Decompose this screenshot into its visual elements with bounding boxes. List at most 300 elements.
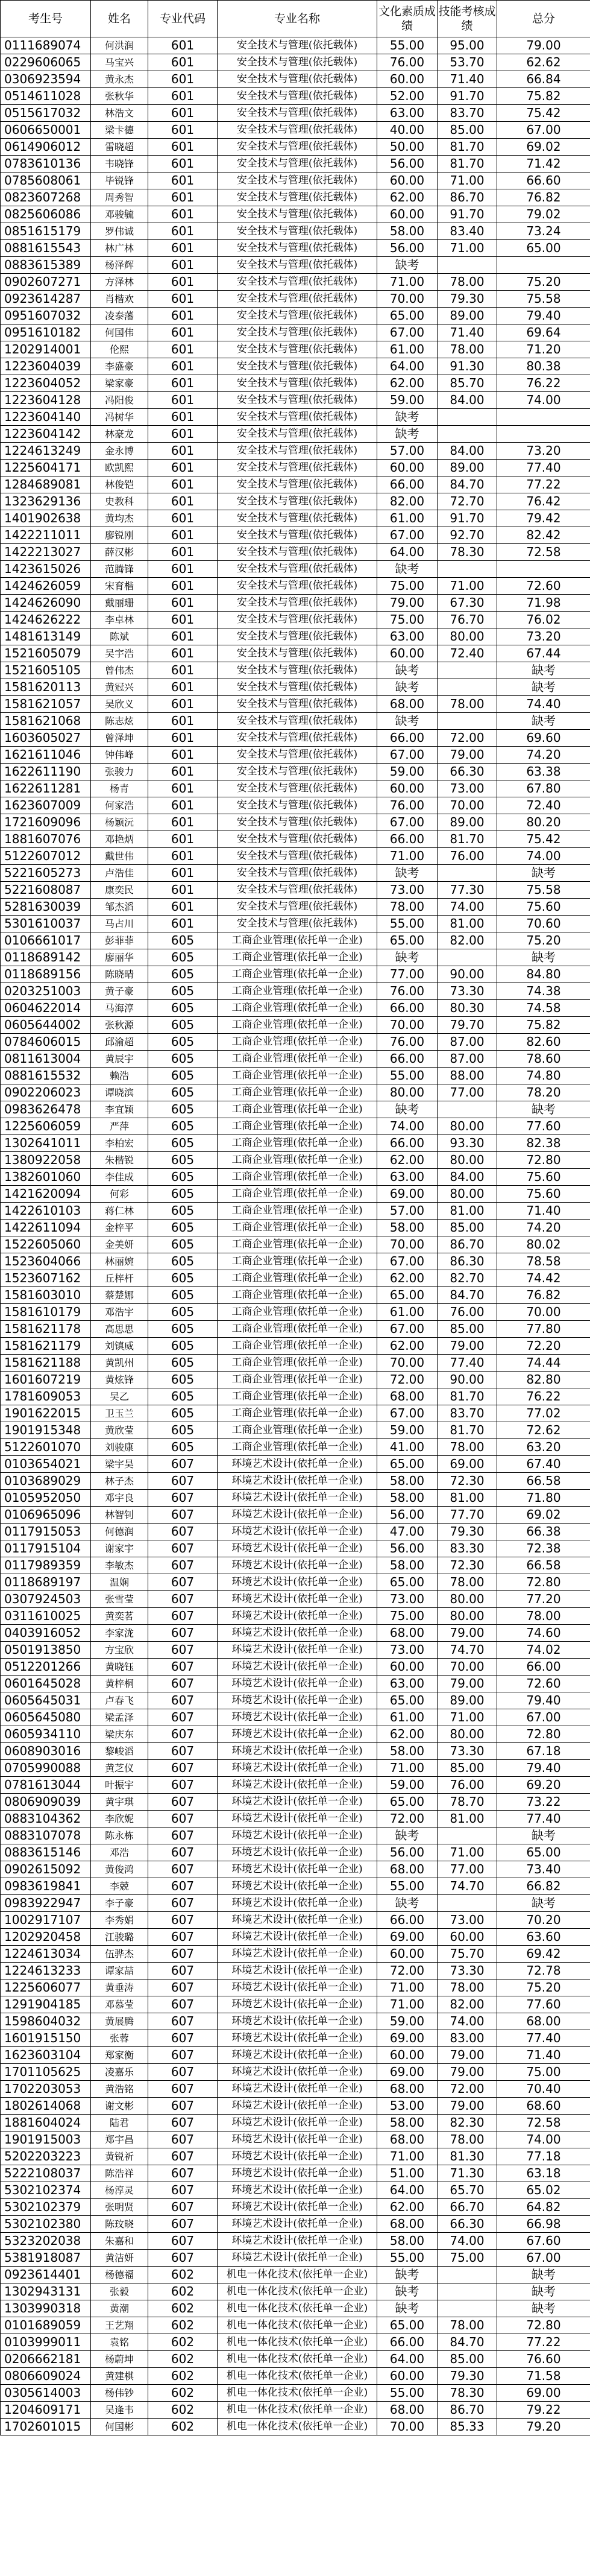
- culture-score-cell: 80.00: [377, 1084, 438, 1101]
- skill-score-cell: [438, 2283, 497, 2300]
- major-name-cell: 安全技术与管理(依托载体): [218, 291, 377, 308]
- total-score-cell: 77.60: [497, 1996, 590, 2013]
- exam-id-cell: 1225606077: [1, 1979, 91, 1996]
- major-code-cell: 605: [148, 1101, 218, 1118]
- name-cell: 梁宇昊: [91, 1456, 148, 1473]
- name-cell: 卫玉兰: [91, 1405, 148, 1422]
- table-row: [1, 2216, 590, 2233]
- major-code-cell: 601: [148, 257, 218, 274]
- total-score-cell: 72.58: [497, 544, 590, 561]
- name-cell: 毕锐锋: [91, 172, 148, 189]
- name-cell: 黄冠兴: [91, 679, 148, 696]
- culture-score-cell: 74.00: [377, 1118, 438, 1135]
- total-score-cell: 69.60: [497, 730, 590, 747]
- major-code-cell: 601: [148, 240, 218, 257]
- skill-score-cell: 79.00: [438, 747, 497, 764]
- major-name-cell: 环境艺术设计(依托单一企业): [218, 1929, 377, 1946]
- name-cell: 何国伟: [91, 324, 148, 341]
- culture-score-cell: 68.00: [377, 1861, 438, 1878]
- culture-score-cell: 75.00: [377, 578, 438, 595]
- major-name-cell: 环境艺术设计(依托单一企业): [218, 1743, 377, 1760]
- major-name-cell: 安全技术与管理(依托载体): [218, 223, 377, 240]
- table-row: [1, 1169, 590, 1186]
- name-cell: 朱嘉和: [91, 2233, 148, 2250]
- name-cell: 张毅: [91, 2283, 148, 2300]
- name-cell: 何德润: [91, 1524, 148, 1540]
- skill-score-cell: 66.30: [438, 2216, 497, 2233]
- major-name-cell: 安全技术与管理(依托载体): [218, 324, 377, 341]
- total-score-cell: 72.38: [497, 1540, 590, 1557]
- major-code-cell: 602: [148, 2368, 218, 2385]
- skill-score-cell: 85.00: [438, 1321, 497, 1338]
- skill-score-cell: 80.00: [438, 1152, 497, 1169]
- major-name-cell: 环境艺术设计(依托单一企业): [218, 1895, 377, 1912]
- skill-score-cell: 81.00: [438, 916, 497, 932]
- exam-id-cell: 1603605027: [1, 730, 91, 747]
- major-name-cell: 工商企业管理(依托单一企业): [218, 1439, 377, 1456]
- exam-id-cell: 0514611028: [1, 88, 91, 105]
- name-cell: 黄晓钰: [91, 1659, 148, 1676]
- culture-score-cell: 65.00: [377, 1456, 438, 1473]
- total-score-cell: 77.40: [497, 460, 590, 476]
- exam-id-cell: 0101689059: [1, 2317, 91, 2334]
- name-cell: 邱渝超: [91, 1034, 148, 1051]
- name-cell: 方泽林: [91, 274, 148, 291]
- major-name-cell: 环境艺术设计(依托单一企业): [218, 1979, 377, 1996]
- exam-id-cell: 1202914001: [1, 341, 91, 358]
- culture-score-cell: 40.00: [377, 122, 438, 139]
- major-name-cell: 工商企业管理(依托单一企业): [218, 1152, 377, 1169]
- culture-score-cell: 58.00: [377, 1557, 438, 1574]
- culture-score-cell: 73.00: [377, 1642, 438, 1659]
- table-row: [1, 916, 590, 932]
- total-score-cell: 77.20: [497, 1591, 590, 1608]
- exam-id-cell: 1481613149: [1, 628, 91, 645]
- culture-score-cell: 57.00: [377, 1203, 438, 1220]
- name-cell: 何彩: [91, 1186, 148, 1203]
- major-name-cell: 工商企业管理(依托单一企业): [218, 1169, 377, 1186]
- major-name-cell: 环境艺术设计(依托单一企业): [218, 1557, 377, 1574]
- total-score-cell: 75.82: [497, 88, 590, 105]
- total-score-cell: 75.58: [497, 291, 590, 308]
- table-row: [1, 2165, 590, 2182]
- major-name-cell: 安全技术与管理(依托载体): [218, 831, 377, 848]
- total-score-cell: 72.20: [497, 1338, 590, 1355]
- total-score-cell: 75.42: [497, 831, 590, 848]
- major-code-cell: 605: [148, 1135, 218, 1152]
- culture-score-cell: 63.00: [377, 1676, 438, 1692]
- exam-id-cell: 1523604066: [1, 1253, 91, 1270]
- culture-score-cell: 67.00: [377, 1321, 438, 1338]
- table-row: [1, 1439, 590, 1456]
- major-name-cell: 安全技术与管理(依托载体): [218, 139, 377, 156]
- skill-score-cell: 71.00: [438, 578, 497, 595]
- exam-id-cell: 5302102380: [1, 2216, 91, 2233]
- name-cell: 凌嘉乐: [91, 2064, 148, 2081]
- major-code-cell: 607: [148, 1895, 218, 1912]
- total-score-cell: 68.60: [497, 2098, 590, 2115]
- total-score-cell: 77.22: [497, 2334, 590, 2351]
- culture-score-cell: 65.00: [377, 1794, 438, 1811]
- major-code-cell: 601: [148, 628, 218, 645]
- major-name-cell: 环境艺术设计(依托单一企业): [218, 1912, 377, 1929]
- skill-score-cell: 76.00: [438, 1304, 497, 1321]
- major-name-cell: 环境艺术设计(依托单一企业): [218, 1574, 377, 1591]
- name-cell: 高思思: [91, 1321, 148, 1338]
- skill-score-cell: 79.00: [438, 2064, 497, 2081]
- table-row: [1, 747, 590, 764]
- major-code-cell: 607: [148, 2013, 218, 2030]
- skill-score-cell: 73.30: [438, 983, 497, 1000]
- total-score-cell: 76.22: [497, 1388, 590, 1405]
- skill-score-cell: 77.00: [438, 1084, 497, 1101]
- skill-score-cell: 78.00: [438, 2131, 497, 2148]
- exam-id-cell: 0203251003: [1, 983, 91, 1000]
- culture-score-cell: 59.00: [377, 1777, 438, 1794]
- major-name-cell: 安全技术与管理(依托载体): [218, 308, 377, 324]
- major-code-cell: 605: [148, 1321, 218, 1338]
- name-cell: 黄展腾: [91, 2013, 148, 2030]
- skill-score-cell: [438, 1101, 497, 1118]
- name-cell: 何洪润: [91, 37, 148, 54]
- culture-score-cell: 55.00: [377, 1068, 438, 1084]
- skill-score-cell: 79.00: [438, 1338, 497, 1355]
- major-name-cell: 环境艺术设计(依托单一企业): [218, 1996, 377, 2013]
- table-row: [1, 1084, 590, 1101]
- table-row: [1, 1321, 590, 1338]
- table-row: [1, 2030, 590, 2047]
- culture-score-cell: 71.00: [377, 2148, 438, 2165]
- culture-score-cell: 77.00: [377, 966, 438, 983]
- total-score-cell: 74.00: [497, 848, 590, 865]
- exam-id-cell: 1521605079: [1, 645, 91, 662]
- total-score-cell: 缺考: [497, 949, 590, 966]
- culture-score-cell: 68.00: [377, 696, 438, 713]
- total-score-cell: 78.60: [497, 1051, 590, 1068]
- major-code-cell: 601: [148, 358, 218, 375]
- table-row: [1, 2402, 590, 2419]
- table-row: [1, 1709, 590, 1726]
- culture-score-cell: 65.00: [377, 932, 438, 949]
- major-name-cell: 环境艺术设计(依托单一企业): [218, 1524, 377, 1540]
- exam-id-cell: 5302102379: [1, 2199, 91, 2216]
- major-name-cell: 安全技术与管理(依托载体): [218, 409, 377, 426]
- table-row: [1, 476, 590, 493]
- name-cell: 罗伟诚: [91, 223, 148, 240]
- total-score-cell: 缺考: [497, 2300, 590, 2317]
- table-row: [1, 1456, 590, 1473]
- exam-id-cell: 0983626478: [1, 1101, 91, 1118]
- name-cell: 戴世伟: [91, 848, 148, 865]
- skill-score-cell: 87.00: [438, 1034, 497, 1051]
- skill-score-cell: 83.40: [438, 223, 497, 240]
- table-row: [1, 1338, 590, 1355]
- name-cell: 肖楷欢: [91, 291, 148, 308]
- total-score-cell: 缺考: [497, 679, 590, 696]
- table-row: [1, 527, 590, 544]
- table-row: [1, 493, 590, 510]
- exam-id-cell: 0951610182: [1, 324, 91, 341]
- major-name-cell: 环境艺术设计(依托单一企业): [218, 2047, 377, 2064]
- total-score-cell: 76.22: [497, 375, 590, 392]
- major-code-cell: 605: [148, 1186, 218, 1203]
- total-score-cell: 82.38: [497, 1135, 590, 1152]
- culture-score-cell: 62.00: [377, 1338, 438, 1355]
- header-name: 姓名: [91, 1, 148, 37]
- exam-id-cell: 1901915348: [1, 1422, 91, 1439]
- total-score-cell: 67.00: [497, 1709, 590, 1726]
- major-name-cell: 环境艺术设计(依托单一企业): [218, 2182, 377, 2199]
- skill-score-cell: 79.70: [438, 1017, 497, 1034]
- table-row: [1, 780, 590, 797]
- exam-id-cell: 0605645031: [1, 1692, 91, 1709]
- major-code-cell: 601: [148, 747, 218, 764]
- name-cell: 张秋源: [91, 1017, 148, 1034]
- name-cell: 凌泰藩: [91, 308, 148, 324]
- name-cell: 黄永杰: [91, 71, 148, 88]
- culture-score-cell: 62.00: [377, 1152, 438, 1169]
- total-score-cell: 65.00: [497, 1844, 590, 1861]
- name-cell: 黄建棋: [91, 2368, 148, 2385]
- skill-score-cell: 78.70: [438, 1794, 497, 1811]
- skill-score-cell: 78.00: [438, 1574, 497, 1591]
- header-exam-id: 考生号: [1, 1, 91, 37]
- major-code-cell: 601: [148, 713, 218, 730]
- table-row: [1, 1743, 590, 1760]
- total-score-cell: 66.82: [497, 1878, 590, 1895]
- major-name-cell: 安全技术与管理(依托载体): [218, 764, 377, 780]
- skill-score-cell: 85.00: [438, 122, 497, 139]
- table-row: [1, 2250, 590, 2267]
- table-row: [1, 1996, 590, 2013]
- major-name-cell: 环境艺术设计(依托单一企业): [218, 1591, 377, 1608]
- culture-score-cell: 62.00: [377, 189, 438, 206]
- skill-score-cell: 95.00: [438, 37, 497, 54]
- skill-score-cell: 80.00: [438, 1608, 497, 1625]
- skill-score-cell: 73.30: [438, 1963, 497, 1979]
- major-code-cell: 602: [148, 2419, 218, 2435]
- exam-id-cell: 1702203053: [1, 2081, 91, 2098]
- table-row: [1, 662, 590, 679]
- major-code-cell: 602: [148, 2317, 218, 2334]
- table-row: [1, 1000, 590, 1017]
- major-code-cell: 601: [148, 764, 218, 780]
- total-score-cell: 79.00: [497, 37, 590, 54]
- skill-score-cell: 80.30: [438, 1000, 497, 1017]
- culture-score-cell: 62.00: [377, 1726, 438, 1743]
- table-row: [1, 2064, 590, 2081]
- exam-id-cell: 0806609024: [1, 2368, 91, 2385]
- total-score-cell: 78.20: [497, 1084, 590, 1101]
- name-cell: 曾泽坤: [91, 730, 148, 747]
- skill-score-cell: 81.70: [438, 139, 497, 156]
- name-cell: 叶振宇: [91, 1777, 148, 1794]
- name-cell: 冯树华: [91, 409, 148, 426]
- major-name-cell: 环境艺术设计(依托单一企业): [218, 1946, 377, 1963]
- exam-id-cell: 0512201266: [1, 1659, 91, 1676]
- skill-score-cell: 79.30: [438, 1524, 497, 1540]
- culture-score-cell: 缺考: [377, 1101, 438, 1118]
- skill-score-cell: 80.00: [438, 1591, 497, 1608]
- total-score-cell: 77.18: [497, 2148, 590, 2165]
- major-name-cell: 安全技术与管理(依托载体): [218, 848, 377, 865]
- table-row: [1, 1355, 590, 1372]
- total-score-cell: 缺考: [497, 662, 590, 679]
- skill-score-cell: 89.00: [438, 814, 497, 831]
- table-row: [1, 274, 590, 291]
- skill-score-cell: 84.00: [438, 1169, 497, 1186]
- major-name-cell: 安全技术与管理(依托载体): [218, 510, 377, 527]
- exam-id-cell: 0823607268: [1, 189, 91, 206]
- table-row: [1, 223, 590, 240]
- major-name-cell: 安全技术与管理(依托载体): [218, 747, 377, 764]
- name-cell: 黄欣莹: [91, 1422, 148, 1439]
- skill-score-cell: 91.70: [438, 88, 497, 105]
- major-code-cell: 605: [148, 1051, 218, 1068]
- major-name-cell: 安全技术与管理(依托载体): [218, 426, 377, 443]
- major-name-cell: 安全技术与管理(依托载体): [218, 578, 377, 595]
- table-row: [1, 730, 590, 747]
- major-code-cell: 607: [148, 1963, 218, 1979]
- exam-id-cell: 1302641011: [1, 1135, 91, 1152]
- major-code-cell: 605: [148, 983, 218, 1000]
- total-score-cell: 67.60: [497, 2233, 590, 2250]
- table-row: [1, 831, 590, 848]
- total-score-cell: 77.80: [497, 1321, 590, 1338]
- culture-score-cell: 70.00: [377, 2419, 438, 2435]
- major-code-cell: 607: [148, 1878, 218, 1895]
- total-score-cell: 74.20: [497, 747, 590, 764]
- table-row: [1, 257, 590, 274]
- skill-score-cell: 76.00: [438, 1777, 497, 1794]
- skill-score-cell: 84.70: [438, 2334, 497, 2351]
- major-code-cell: 601: [148, 730, 218, 747]
- header-total-score: 总分: [497, 1, 590, 37]
- table-row: [1, 358, 590, 375]
- major-name-cell: 环境艺术设计(依托单一企业): [218, 1811, 377, 1828]
- name-cell: 林广林: [91, 240, 148, 257]
- culture-score-cell: 69.00: [377, 1929, 438, 1946]
- name-cell: 李佳成: [91, 1169, 148, 1186]
- major-code-cell: 601: [148, 527, 218, 544]
- culture-score-cell: 68.00: [377, 1388, 438, 1405]
- major-name-cell: 环境艺术设计(依托单一企业): [218, 1794, 377, 1811]
- major-name-cell: 安全技术与管理(依托载体): [218, 257, 377, 274]
- culture-score-cell: 60.00: [377, 460, 438, 476]
- major-code-cell: 605: [148, 1439, 218, 1456]
- name-cell: 林子杰: [91, 1473, 148, 1490]
- major-code-cell: 605: [148, 1000, 218, 1017]
- culture-score-cell: 72.00: [377, 1963, 438, 1979]
- table-row: [1, 71, 590, 88]
- culture-score-cell: 60.00: [377, 2047, 438, 2064]
- table-row: [1, 1220, 590, 1236]
- exam-id-cell: 1622611281: [1, 780, 91, 797]
- name-cell: 李宜颖: [91, 1101, 148, 1118]
- culture-score-cell: 53.00: [377, 2098, 438, 2115]
- culture-score-cell: 64.00: [377, 544, 438, 561]
- exam-id-cell: 1422213027: [1, 544, 91, 561]
- major-code-cell: 601: [148, 578, 218, 595]
- total-score-cell: 68.00: [497, 2013, 590, 2030]
- major-code-cell: 607: [148, 1946, 218, 1963]
- culture-score-cell: 79.00: [377, 595, 438, 612]
- major-name-cell: 工商企业管理(依托单一企业): [218, 949, 377, 966]
- culture-score-cell: 62.00: [377, 375, 438, 392]
- table-row: [1, 240, 590, 257]
- major-code-cell: 601: [148, 443, 218, 460]
- exam-id-cell: 0311610025: [1, 1608, 91, 1625]
- exam-id-cell: 5122601070: [1, 1439, 91, 1456]
- header-major-name: 专业名称: [218, 1, 377, 37]
- table-row: [1, 1017, 590, 1034]
- major-name-cell: 安全技术与管理(依托载体): [218, 814, 377, 831]
- major-name-cell: 安全技术与管理(依托载体): [218, 882, 377, 899]
- major-name-cell: 安全技术与管理(依托载体): [218, 476, 377, 493]
- exam-id-cell: 1225604171: [1, 460, 91, 476]
- total-score-cell: 71.80: [497, 1490, 590, 1507]
- major-code-cell: 601: [148, 882, 218, 899]
- major-code-cell: 601: [148, 54, 218, 71]
- table-row: [1, 2098, 590, 2115]
- culture-score-cell: 72.00: [377, 1811, 438, 1828]
- skill-score-cell: 78.00: [438, 1439, 497, 1456]
- major-code-cell: 605: [148, 1338, 218, 1355]
- major-name-cell: 安全技术与管理(依托载体): [218, 679, 377, 696]
- table-row: [1, 882, 590, 899]
- skill-score-cell: 82.70: [438, 1270, 497, 1287]
- major-code-cell: 607: [148, 1490, 218, 1507]
- name-cell: 林俊铠: [91, 476, 148, 493]
- name-cell: 李柏宏: [91, 1135, 148, 1152]
- name-cell: 宋育楷: [91, 578, 148, 595]
- exam-id-cell: 0106965096: [1, 1507, 91, 1524]
- name-cell: 陈浩祥: [91, 2165, 148, 2182]
- name-cell: 伦熙: [91, 341, 148, 358]
- culture-score-cell: 63.00: [377, 105, 438, 122]
- name-cell: 曾伟杰: [91, 662, 148, 679]
- skill-score-cell: 75.70: [438, 1946, 497, 1963]
- culture-score-cell: 60.00: [377, 1946, 438, 1963]
- total-score-cell: 74.60: [497, 1625, 590, 1642]
- table-row: [1, 1372, 590, 1388]
- total-score-cell: 70.20: [497, 1912, 590, 1929]
- name-cell: 谢文彬: [91, 2098, 148, 2115]
- major-code-cell: 601: [148, 916, 218, 932]
- culture-score-cell: 66.00: [377, 1000, 438, 1017]
- table-row: [1, 1811, 590, 1828]
- skill-score-cell: 80.00: [438, 1186, 497, 1203]
- culture-score-cell: 59.00: [377, 1422, 438, 1439]
- total-score-cell: 72.80: [497, 2317, 590, 2334]
- total-score-cell: 74.20: [497, 1220, 590, 1236]
- skill-score-cell: 79.00: [438, 2098, 497, 2115]
- major-name-cell: 工商企业管理(依托单一企业): [218, 1338, 377, 1355]
- major-name-cell: 安全技术与管理(依托载体): [218, 493, 377, 510]
- major-code-cell: 601: [148, 206, 218, 223]
- skill-score-cell: 66.30: [438, 764, 497, 780]
- name-cell: 李卓林: [91, 612, 148, 628]
- total-score-cell: 79.20: [497, 2419, 590, 2435]
- culture-score-cell: 65.00: [377, 308, 438, 324]
- table-row: [1, 375, 590, 392]
- total-score-cell: 75.00: [497, 2064, 590, 2081]
- major-name-cell: 安全技术与管理(依托载体): [218, 105, 377, 122]
- major-name-cell: 环境艺术设计(依托单一企业): [218, 2081, 377, 2098]
- name-cell: 杨淳灵: [91, 2182, 148, 2199]
- skill-score-cell: 79.30: [438, 2368, 497, 2385]
- major-code-cell: 601: [148, 324, 218, 341]
